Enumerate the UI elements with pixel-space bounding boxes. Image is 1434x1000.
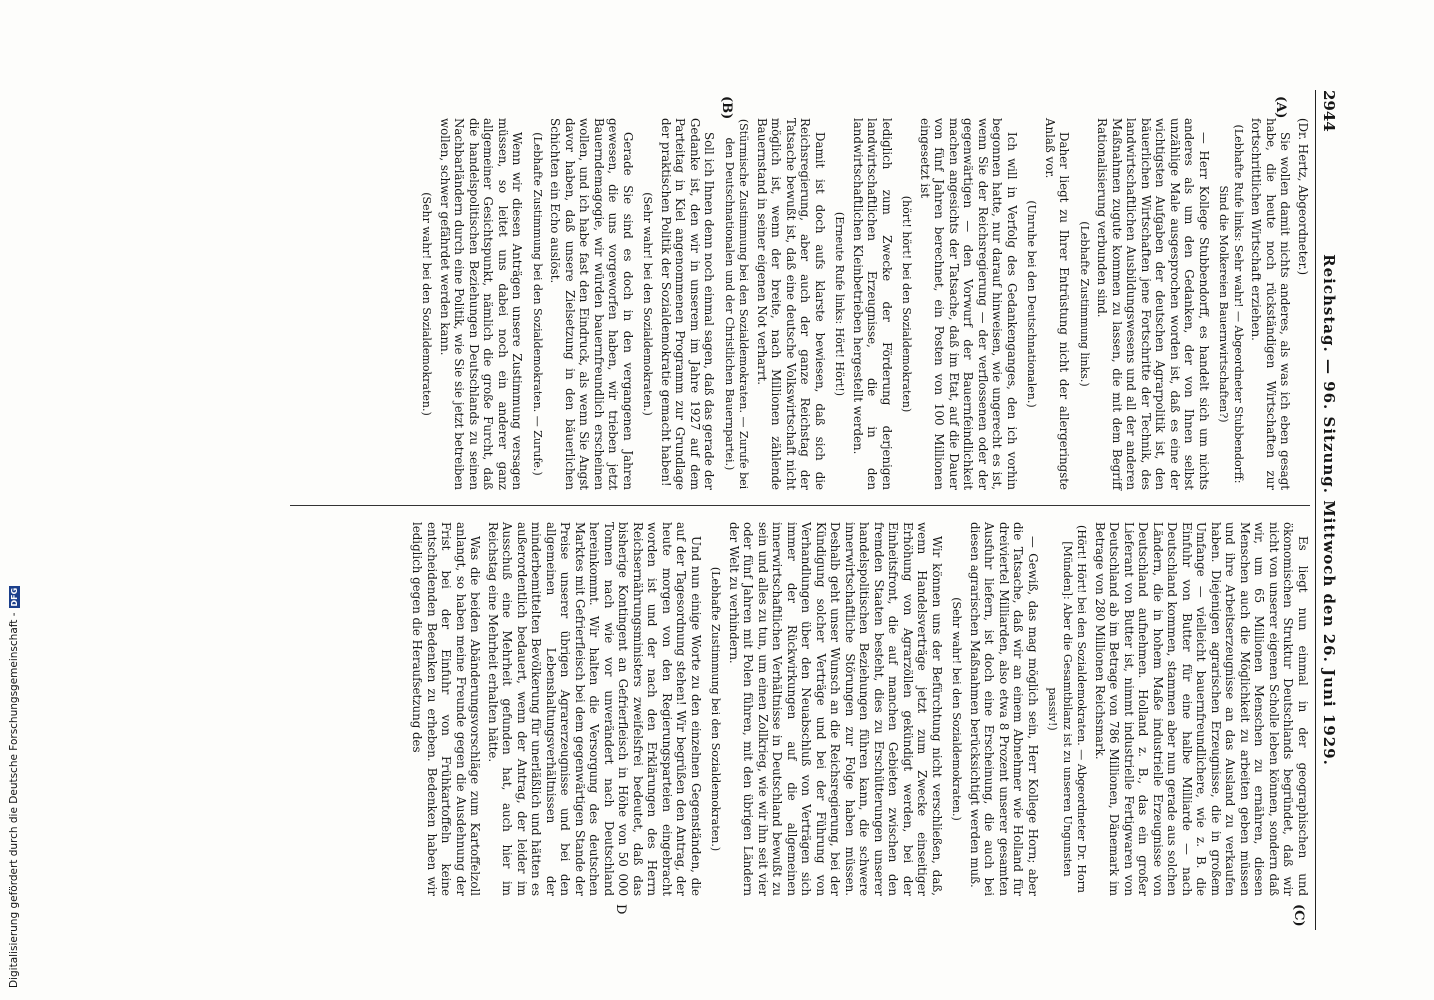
interjection: (Stürmische Zustimmung bei den Sozialdemokraten. — Zurufe bei den Deutschnationalen und der Christlichen Bauernpartei.) <box>723 118 751 490</box>
interjection: (Lebhafte Zustimmung bei den Sozialdemokraten.) <box>709 566 723 852</box>
interjection: (Lebhafte Rufe links: Sehr wahr! — Abgeordneter Stubbendorff: Sind die Molkereien Bauernwirtschaften?) <box>1217 124 1245 484</box>
paragraph: (Dr. Hertz, Abgeordneter.) <box>1296 118 1310 276</box>
paragraph: Sie wollen damit nichts anderes, als was ich eben gesagt habe, die heute noch rückständigen Wirtschaften zur fortschrittlichen Wirtschaft erziehen. <box>1249 118 1293 490</box>
paragraph: Und nun einige Worte zu den einzelnen Gegenständen, die auf der Tagesordnung stehen! Wir begrüßen den Antrag, der heute morgen von den Regierungsparteien eingebracht worden ist und der nach den Erklärungen des Herrn Reichsernährungsministers zweifelsfrei bedeutet, daß das bisherige Kontingent an Gefrierfleisch in Höhe von 50 000 Tonnen nach wie vor unverändert nach Deutschland hereinkommt. Wir halten die Versorgung des deutschen Marktes mit Gefrierfleisch bei dem gegenwärtigen Stande der Preise unserer übrigen Agrarerzeugnisse und bei den allgemeinen Lebenshaltungsverhältnissen der minderbemittelten Bevölkerung für unerläßlich und hätten es außerordentlich bedauert, wenn der Antrag, der leider im Ausschuß eine Mehrheit gefunden hat, auch hier im Reichstag eine Mehrheit erhalten hätte. <box>486 522 703 896</box>
paragraph: Was die beiden Abänderungsvorschläge zum Kartoffelzoll anlangt, so haben meine Freunde gegen die Ausdehnung der Frist bei der Einfuhr von Frühkartoffeln keine entscheidenden Bedenken zu erheben. Bedenken haben wir lediglich gegen die Heraufsetzung des <box>410 522 483 896</box>
paragraph: Soll ich Ihnen denn noch einmal sagen, daß das gerade der Gedanke ist, den wir in unserem im Jahre 1927 auf dem Parteitag in Kiel angenommenen Programm zur Grundlage der praktischen Politik der Sozialdemokratie gemacht haben! <box>659 118 717 490</box>
page-title: Reichstag. — 96. Sitzung. Mittwoch den 26. Juni 1929. <box>1320 254 1338 766</box>
paragraph: Gerade Sie sind es doch in den vergangenen Jahren gewesen, die uns vorgeworfen haben, wir trieben jetzt Bauerndemagogie, wir würden bauernfreundlich erscheinen wollen, und ich habe fast den Eindruck, als wenn Sie Angst davor haben, daß unsere Zielsetzung in den bäuerlichen Schichten ein Echo auslöst. <box>548 118 635 490</box>
interjection: (Sehr wahr! bei den Sozialdemokraten.) <box>420 192 434 416</box>
margin-mark-b: (B) <box>719 96 734 120</box>
paragraph: Wenn wir diesen Anträgen unsere Zustimmung versagen müssen, so leitet uns dabei noch ein anderer ganz allgemeiner Gesichtspunkt, nämlich die große Furcht, daß die handelspolitischen Beziehungen Deutschlands zu seinen Nachbarländern durch eine Politik, wie Sie sie jetzt betreiben wollen, schwer gefährdet werden kann. <box>438 118 525 490</box>
paragraph: Es liegt nun einmal in der geographischen und ökonomischen Struktur Deutschlands begründet, daß wir nicht von unserer eigenen Scholle leben können, sondern daß wir, um 65 Millionen Menschen zu ernähren, diesen Menschen auch die Möglichkeit zu arbeiten geben müssen und ihre Arbeitserzeugnisse an das Ausland zu verkaufen haben. Diejenigen agrarischen Erzeugnisse, die in großem Umfange — vielleicht bauernfreundlichere, wie z. B. die Einfuhr von Butter für eine halbe Milliarde — nach Deutschland kommen, stammen aber nun gerade aus solchen Ländern, die in hohem Maße industrielle Erzeugnisse von Deutschland aufnehmen. Holland z. B., das ein großer Lieferant von Butter ist, nimmt industrielle Fertigwaren von Deutschland ab im Betrage von 786 Millionen, Dänemark im Betrage von 280 Millionen Reichsmark. <box>1093 522 1310 896</box>
column-divider <box>290 505 1310 506</box>
paragraph: Ich will in Verfolg des Gedankenganges, den ich vorhin begonnen hatte, nur darauf hinweisen, wie ungerecht es ist, wenn Sie der Reichsregierung — der verflossenen oder der gegenwärtigen — den Vorwurf der Bauernfeindlichkeit machen angesichts der Tatsache, daß im Etat, auf die Dauer von fünf Jahren berechnet, ein Posten von 100 Millionen eingesetzt ist <box>918 118 1019 490</box>
margin-mark-a: (A) <box>1273 96 1288 119</box>
interjection: (Hört! Hört! bei den Sozialdemokraten. — Abgeordneter Dr. Horn [Münden]: Aber die Gesamtbilanz ist zu unseren Ungunsten passiv!) <box>1046 525 1089 893</box>
interjection: (Lebhafte Zustimmung bei den Sozialdemokraten. — Zurufe.) <box>531 132 544 476</box>
paragraph: lediglich zum Zwecke der Förderung derjenigen landwirtschaftlichen Erzeugnisse, die in den landwirtschaftlichen Kleinbetrieben hergestellt werden. <box>851 118 894 490</box>
interjection: (Lebhafte Zustimmung links.) <box>1078 221 1091 387</box>
interjection: (hört! hört! bei den Sozialdemokraten) <box>900 195 914 413</box>
dfg-logo: DFG <box>9 587 19 607</box>
page-number: 2944 <box>1320 90 1338 132</box>
right-column <box>407 522 1310 896</box>
interjection: (Sehr wahr! bei den Sozialdemokraten.) <box>641 192 655 416</box>
margin-mark-c: (C) <box>1291 904 1306 927</box>
paragraph: Daher liegt zu Ihrer Entrüstung nicht der allergeringste Anlaß vor. <box>1043 118 1072 490</box>
margin-mark-d: D <box>613 904 628 915</box>
paragraph: — Gewiß, das mag möglich sein, Herr Kollege Horn; aber die Tatsache, daß wir an einem Abnehmer wie Holland für dreiviertel Milliarden, also etwa 8 Prozent unserer gesamten Ausfuhr liefern, ist doch eine Erscheinung, die auch bei diesen agrarischen Maßnahmen berücksichtigt werden muß. <box>968 522 1040 896</box>
paragraph: Wir können uns der Befürchtung nicht verschließen, daß, wenn Handelsverträge jetzt zum Zwecke einseitiger Erhöhung von Agrarzöllen gekündigt werden, bei der Einheitsfront, die auf manchen Gebieten zwischen den fremden Staaten besteht, dies zu Erschütterungen unserer handelspolitischen Beziehungen führen kann, die schwere innerwirtschaftliche Störungen zur Folge haben müssen. Deshalb geht unser Wunsch an die Reichsregierung, bei der Kündigung solcher Verträge und bei der Führung von Verhandlungen über den Neuabschluß von Verträgen sich immer der Rückwirkungen auf die allgemeinen innerwirtschaftlichen Verhältnisse in Deutschland bewußt zu sein und alles zu tun, um einen Zollkrieg, wie wir ihn seit vier oder fünf Jahren mit Polen führen, mit den übrigen Ländern der Welt zu verhindern. <box>727 522 944 896</box>
interjection: (Unruhe bei den Deutschnationalen.) <box>1025 200 1039 408</box>
credit-text: Digitalisierung gefördert durch die Deutsche Forschungsgemeinschaft - <box>8 612 20 988</box>
paragraph: — Herr Kollege Stubbendorff, es handelt sich um nichts anderes als um den Gedanken, der von Ihnen selbst unzählige Male ausgesprochen worden ist, daß es eine der wichtigsten Aufgaben der deutschen Agrarpolitik ist, den bäuerlichen Wirtschaften jene Fortschritte der Technik, des landwirtschaftlichen Ausbildungswesens und all der anderen Maßnahmen zugute kommen zu lassen, die mit dem Begriff Rationalisierung verbunden sind. <box>1095 118 1211 490</box>
left-column <box>414 118 1310 490</box>
interjection: (Erneute Rufe links: Hört! Hört!) <box>833 211 847 397</box>
page-header <box>1314 90 1338 930</box>
header-rule <box>1315 90 1316 930</box>
paragraph: Damit ist doch aufs klarste bewiesen, daß sich die Reichsregierung, aber auch der ganze Reichstag der Tatsache bewußt ist, daß eine deutsche Volkswirtschaft nicht möglich ist, wenn der breite, nach Millionen zählende Bauernstand in seiner eigenen Not verharrt. <box>755 118 827 490</box>
interjection: (Sehr wahr! bei den Sozialdemokraten.) <box>950 597 964 821</box>
